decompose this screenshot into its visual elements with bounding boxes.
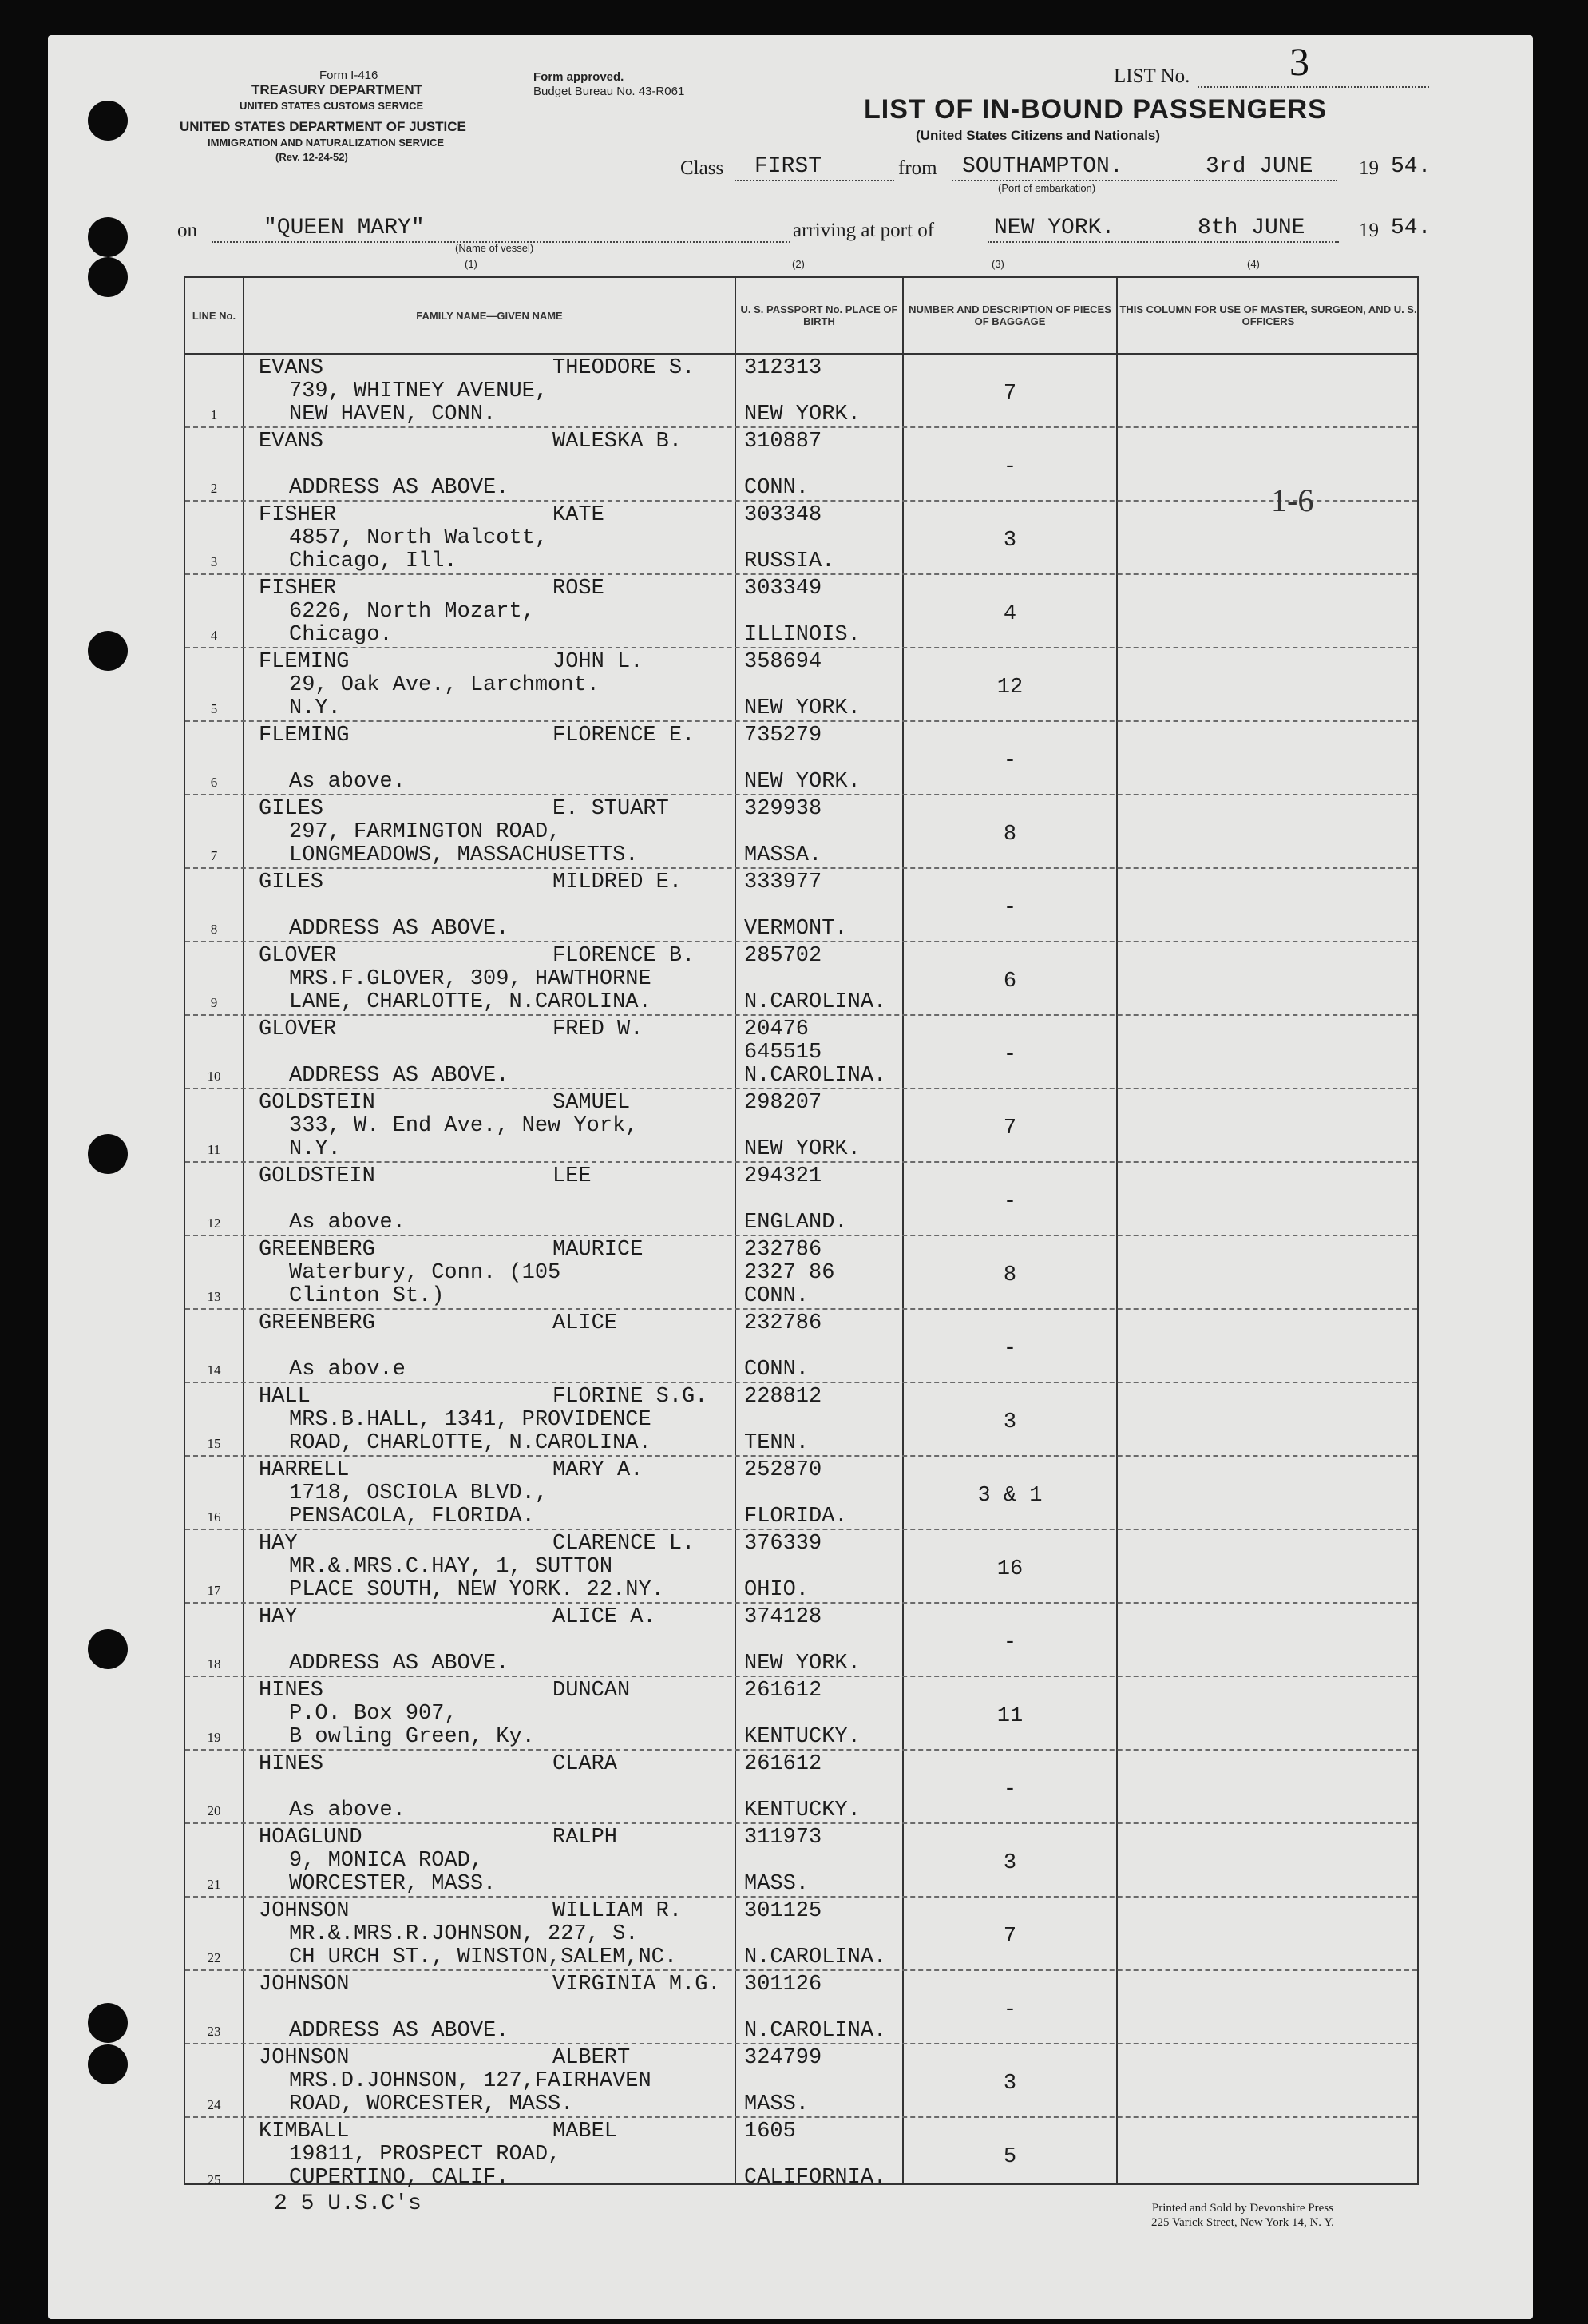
arrival-year-prefix: 19 <box>1359 220 1379 241</box>
port-of-embarkation: SOUTHAMPTON. <box>962 154 1123 179</box>
line-number: 5 <box>210 701 218 716</box>
line-number: 15 <box>207 1436 221 1451</box>
place-of-birth: NEW YORK. <box>744 403 861 426</box>
passport-number: 303349 <box>744 577 822 601</box>
given-name: VIRGINIA M.G. <box>552 1973 721 1997</box>
line-number: 4 <box>210 628 218 643</box>
address-line-2: N.Y. <box>289 696 341 720</box>
col-num-3: (3) <box>992 258 1004 270</box>
line-number: 21 <box>207 1877 221 1892</box>
passenger-count: 2 5 U.S.C's <box>274 2191 422 2216</box>
address-line-1: MRS.F.GLOVER, 309, HAWTHORNE <box>289 967 651 991</box>
given-name: MARY A. <box>552 1458 644 1482</box>
line-number: 10 <box>207 1069 221 1084</box>
address-line-1: MRS.B.HALL, 1341, PROVIDENCE <box>289 1408 651 1432</box>
address-line-2: NEW HAVEN, CONN. <box>289 403 497 426</box>
arrival-date: 8th JUNE <box>1198 216 1305 240</box>
embark-caption: (Port of embarkation) <box>998 182 1096 194</box>
given-name: CLARA <box>552 1752 618 1776</box>
baggage-count: 7 <box>1003 382 1017 406</box>
passport-number: 312313 <box>744 356 822 380</box>
table-row <box>185 1236 1417 1310</box>
passport-number: 20476 <box>744 1017 810 1041</box>
given-name: FRED W. <box>552 1017 644 1041</box>
baggage-count: 7 <box>1003 1116 1017 1140</box>
place-of-birth: RUSSIA. <box>744 549 835 573</box>
baggage-count: 4 <box>1003 602 1017 626</box>
given-name: JOHN L. <box>552 650 644 674</box>
address-line-2: Clinton St.) <box>289 1284 445 1308</box>
passport-number: 261612 <box>744 1752 822 1776</box>
binder-hole <box>88 631 128 671</box>
baggage-count: - <box>1003 1190 1017 1214</box>
family-name: HOAGLUND <box>259 1826 362 1850</box>
line-number: 13 <box>207 1289 221 1304</box>
baggage-count: 3 <box>1003 1851 1017 1875</box>
place-of-birth: CONN. <box>744 1284 810 1308</box>
arrival-port: NEW YORK. <box>994 216 1115 240</box>
table-row <box>185 2118 1417 2191</box>
given-name: E. STUART <box>552 797 669 821</box>
table-row <box>185 502 1417 575</box>
passport-number: 252870 <box>744 1458 822 1482</box>
header-name: FAMILY NAME—GIVEN NAME <box>244 278 735 355</box>
table-row <box>185 1824 1417 1898</box>
line-number: 17 <box>207 1583 221 1598</box>
table-row <box>185 795 1417 869</box>
address-line-2: As above. <box>289 770 406 794</box>
binder-hole <box>88 2044 128 2084</box>
form-number: Form I-416 <box>319 69 378 82</box>
given-name: ROSE <box>552 577 604 601</box>
place-of-birth: OHIO. <box>744 1578 810 1602</box>
line-number: 22 <box>207 1950 221 1965</box>
class-value: FIRST <box>754 154 822 179</box>
table-row <box>185 648 1417 722</box>
address-line-1: Waterbury, Conn. (105 <box>289 1261 561 1285</box>
address-line-2: CUPERTINO, CALIF. <box>289 2166 509 2190</box>
address-line-2: As above. <box>289 1211 406 1235</box>
address-line-2: Chicago, Ill. <box>289 549 457 573</box>
depart-date-line <box>1194 180 1337 181</box>
list-number-label: LIST No. <box>1114 65 1190 87</box>
header-line-no: LINE No. <box>185 278 243 355</box>
table-row <box>185 722 1417 795</box>
address-line-2: ADDRESS AS ABOVE. <box>289 917 509 941</box>
line-number: 3 <box>210 554 218 569</box>
line-number: 9 <box>210 995 218 1010</box>
table-row <box>185 1971 1417 2044</box>
family-name: FISHER <box>259 503 337 527</box>
place-of-birth: NEW YORK. <box>744 1652 861 1676</box>
passport-number: 303348 <box>744 503 822 527</box>
given-name: FLORINE S.G. <box>552 1385 708 1409</box>
passport-number: 376339 <box>744 1532 822 1556</box>
col-num-1: (1) <box>465 258 477 270</box>
given-name: MILDRED E. <box>552 871 683 894</box>
address-line-2: ROAD, CHARLOTTE, N.CAROLINA. <box>289 1431 651 1455</box>
family-name: FLEMING <box>259 650 350 674</box>
header-passport: U. S. PASSPORT No. PLACE OF BIRTH <box>736 278 902 355</box>
list-number-line <box>1198 86 1429 88</box>
baggage-count: - <box>1003 1337 1017 1361</box>
family-name: GLOVER <box>259 944 337 968</box>
address-line-1: 739, WHITNEY AVENUE, <box>289 379 548 403</box>
address-line-1: MRS.D.JOHNSON, 127,FAIRHAVEN <box>289 2069 651 2093</box>
address-line-2: CH URCH ST., WINSTON,SALEM,NC. <box>289 1945 678 1969</box>
address-line-2: LANE, CHARLOTTE, N.CAROLINA. <box>289 990 651 1014</box>
address-line-2: As abov.e <box>289 1358 406 1382</box>
table-row <box>185 1604 1417 1677</box>
binder-hole <box>88 217 128 257</box>
table-row <box>185 1016 1417 1089</box>
justice-dept: UNITED STATES DEPARTMENT OF JUSTICE <box>180 119 466 134</box>
binder-hole <box>88 1629 128 1669</box>
page-title: LIST OF IN-BOUND PASSENGERS <box>864 94 1327 125</box>
baggage-count: - <box>1003 1631 1017 1655</box>
family-name: JOHNSON <box>259 1973 350 1997</box>
binder-hole <box>88 1134 128 1174</box>
departure-year-prefix: 19 <box>1359 157 1379 179</box>
address-line-1: 29, Oak Ave., Larchmont. <box>289 673 600 697</box>
place-of-birth: CONN. <box>744 476 810 500</box>
address-line-1: 1718, OSCIOLA BLVD., <box>289 1481 548 1505</box>
class-line <box>735 180 894 181</box>
line-number: 8 <box>210 922 218 937</box>
given-name: CLARENCE L. <box>552 1532 695 1556</box>
place-of-birth: CALIFORNIA. <box>744 2166 887 2190</box>
family-name: HINES <box>259 1679 324 1703</box>
family-name: FLEMING <box>259 724 350 748</box>
place-of-birth: ILLINOIS. <box>744 623 861 647</box>
place-of-birth: NEW YORK. <box>744 696 861 720</box>
table-row <box>185 1751 1417 1824</box>
col-num-4: (4) <box>1247 258 1260 270</box>
passport-number: 301126 <box>744 1973 822 1997</box>
place-of-birth: N.CAROLINA. <box>744 1945 887 1969</box>
address-line-1: MR.&.MRS.R.JOHNSON, 227, S. <box>289 1922 639 1946</box>
address-line-2: LONGMEADOWS, MASSACHUSETTS. <box>289 843 639 867</box>
family-name: GREENBERG <box>259 1311 375 1335</box>
place-of-birth: KENTUCKY. <box>744 1725 861 1749</box>
on-label: on <box>177 220 197 241</box>
table-row <box>185 869 1417 942</box>
table-row <box>185 942 1417 1016</box>
line-number: 25 <box>207 2172 221 2187</box>
family-name: GREENBERG <box>259 1238 375 1262</box>
place-of-birth: CONN. <box>744 1358 810 1382</box>
printer-line-2: 225 Varick Street, New York 14, N. Y. <box>1151 2216 1334 2229</box>
immigration-service: IMMIGRATION AND NATURALIZATION SERVICE <box>208 137 445 149</box>
family-name: GLOVER <box>259 1017 337 1041</box>
address-line-2: ADDRESS AS ABOVE. <box>289 2019 509 2043</box>
family-name: HALL <box>259 1385 311 1409</box>
place-of-birth: VERMONT. <box>744 917 848 941</box>
passport-number: 1605 <box>744 2120 796 2144</box>
line-number: 11 <box>207 1142 221 1157</box>
line-number: 18 <box>207 1656 221 1672</box>
line-number: 19 <box>207 1730 221 1745</box>
family-name: GILES <box>259 871 324 894</box>
address-line-2: B owling Green, Ky. <box>289 1725 535 1749</box>
place-of-birth: MASS. <box>744 1872 810 1896</box>
family-name: HARRELL <box>259 1458 350 1482</box>
line-number: 16 <box>207 1509 221 1525</box>
place-of-birth: N.CAROLINA. <box>744 2019 887 2043</box>
baggage-count: 12 <box>996 676 1024 700</box>
arrival-year: 54. <box>1391 216 1432 240</box>
treasury-dept: TREASURY DEPARTMENT <box>251 82 423 97</box>
family-name: HAY <box>259 1605 298 1629</box>
table-row <box>185 1163 1417 1236</box>
place-of-birth: KENTUCKY. <box>744 1799 861 1822</box>
table-row <box>185 1310 1417 1383</box>
given-name: WALESKA B. <box>552 430 683 454</box>
baggage-count: - <box>1003 749 1017 773</box>
address-line-2: WORCESTER, MASS. <box>289 1872 497 1896</box>
given-name: RALPH <box>552 1826 618 1850</box>
line-number: 14 <box>207 1362 221 1378</box>
line-number: 24 <box>207 2097 221 2112</box>
baggage-count: 16 <box>996 1557 1024 1581</box>
address-line-1: 297, FARMINGTON ROAD, <box>289 820 561 844</box>
passport-number: 735279 <box>744 724 822 748</box>
passport-number: 294321 <box>744 1164 822 1188</box>
family-name: EVANS <box>259 356 324 380</box>
form-approved: Form approved. <box>533 70 624 84</box>
place-of-birth: N.CAROLINA. <box>744 1064 887 1088</box>
passport-number: 232786 <box>744 1311 822 1335</box>
passport-number: 301125 <box>744 1899 822 1923</box>
place-of-birth: MASSA. <box>744 843 822 867</box>
family-name: EVANS <box>259 430 324 454</box>
passport-number: 374128 <box>744 1605 822 1629</box>
given-name: ALICE <box>552 1311 618 1335</box>
table-row <box>185 1383 1417 1457</box>
address-line-2: ADDRESS AS ABOVE. <box>289 1652 509 1676</box>
family-name: FISHER <box>259 577 337 601</box>
passport-number: 329938 <box>744 797 822 821</box>
customs-service: UNITED STATES CUSTOMS SERVICE <box>240 100 424 112</box>
address-line-1: 19811, PROSPECT ROAD, <box>289 2143 561 2167</box>
place-of-birth: NEW YORK. <box>744 770 861 794</box>
given-name: FLORENCE B. <box>552 944 695 968</box>
place-of-birth: MASS. <box>744 2092 810 2116</box>
baggage-count: 8 <box>1003 1263 1017 1287</box>
place-of-birth: NEW YORK. <box>744 1137 861 1161</box>
baggage-count: 7 <box>1003 1925 1017 1949</box>
given-name: DUNCAN <box>552 1679 631 1703</box>
header-baggage: NUMBER AND DESCRIPTION OF PIECES OF BAGGAGE <box>904 278 1116 355</box>
passport-number-alt: 645515 <box>744 1041 822 1065</box>
family-name: JOHNSON <box>259 2046 350 2070</box>
baggage-count: - <box>1003 896 1017 920</box>
given-name: THEODORE S. <box>552 356 695 380</box>
table-row <box>185 1898 1417 1971</box>
place-of-birth: N.CAROLINA. <box>744 990 887 1014</box>
passport-number: 285702 <box>744 944 822 968</box>
family-name: HINES <box>259 1752 324 1776</box>
table-row <box>185 575 1417 648</box>
family-name: GOLDSTEIN <box>259 1164 375 1188</box>
given-name: FLORENCE E. <box>552 724 695 748</box>
vessel-name: "QUEEN MARY" <box>263 216 425 240</box>
printer-line-1: Printed and Sold by Devonshire Press <box>1151 2202 1333 2215</box>
address-line-2: As above. <box>289 1799 406 1822</box>
place-of-birth: ENGLAND. <box>744 1211 848 1235</box>
table-row <box>185 1457 1417 1530</box>
baggage-count: - <box>1003 1043 1017 1067</box>
table-row <box>185 1530 1417 1604</box>
passport-number-alt: 2327 86 <box>744 1261 835 1285</box>
line-number: 20 <box>207 1803 221 1818</box>
address-line-1: 4857, North Walcott, <box>289 526 548 550</box>
departure-date: 3rd JUNE <box>1206 154 1313 179</box>
line-number: 12 <box>207 1216 221 1231</box>
given-name: ALICE A. <box>552 1605 656 1629</box>
vessel-caption: (Name of vessel) <box>455 242 534 254</box>
class-label: Class <box>680 157 724 179</box>
table-row <box>185 1089 1417 1163</box>
binder-hole <box>88 257 128 297</box>
passport-number: 358694 <box>744 650 822 674</box>
line-number: 1 <box>210 407 218 422</box>
family-name: HAY <box>259 1532 298 1556</box>
passport-number: 310887 <box>744 430 822 454</box>
line-number: 2 <box>210 481 218 496</box>
address-line-2: N.Y. <box>289 1137 341 1161</box>
place-of-birth: TENN. <box>744 1431 810 1455</box>
form-revision: (Rev. 12-24-52) <box>275 151 348 163</box>
family-name: JOHNSON <box>259 1899 350 1923</box>
given-name: SAMUEL <box>552 1091 631 1115</box>
passport-number: 333977 <box>744 871 822 894</box>
baggage-count: 3 & 1 <box>977 1484 1043 1508</box>
given-name: ALBERT <box>552 2046 631 2070</box>
address-line-1: P.O. Box 907, <box>289 1702 457 1726</box>
binder-hole <box>88 2003 128 2043</box>
table-row <box>185 2044 1417 2118</box>
line-number: 7 <box>210 848 218 863</box>
passport-number: 232786 <box>744 1238 822 1262</box>
baggage-count: - <box>1003 1778 1017 1802</box>
address-line-2: ADDRESS AS ABOVE. <box>289 1064 509 1088</box>
address-line-2: Chicago. <box>289 623 393 647</box>
passenger-table <box>184 276 1419 2190</box>
from-label: from <box>898 157 937 179</box>
header-officers: THIS COLUMN FOR USE OF MASTER, SURGEON, AND U. S. OFFICERS <box>1118 278 1419 355</box>
baggage-count: 11 <box>996 1704 1024 1728</box>
baggage-count: 6 <box>1003 970 1017 993</box>
passport-number: 261612 <box>744 1679 822 1703</box>
passport-number: 311973 <box>744 1826 822 1850</box>
address-line-1: 9, MONICA ROAD, <box>289 1849 484 1873</box>
table-row <box>185 428 1417 502</box>
address-line-2: PLACE SOUTH, NEW YORK. 22.NY. <box>289 1578 664 1602</box>
officer-note: 1-6 <box>1271 482 1314 518</box>
family-name: GILES <box>259 797 324 821</box>
binder-hole <box>88 101 128 141</box>
place-of-birth: FLORIDA. <box>744 1505 848 1529</box>
departure-year: 54. <box>1391 154 1432 179</box>
address-line-1: 333, W. End Ave., New York, <box>289 1114 639 1138</box>
baggage-count: 8 <box>1003 823 1017 847</box>
printer-imprint <box>1151 2201 1334 2230</box>
col-num-2: (2) <box>792 258 805 270</box>
address-line-2: ADDRESS AS ABOVE. <box>289 476 509 500</box>
given-name: LEE <box>552 1164 592 1188</box>
line-number: 23 <box>207 2024 221 2039</box>
baggage-count: 3 <box>1003 529 1017 553</box>
budget-bureau: Budget Bureau No. 43-R061 <box>533 85 685 98</box>
line-number: 6 <box>210 775 218 790</box>
baggage-count: 5 <box>1003 2145 1017 2169</box>
passport-number: 298207 <box>744 1091 822 1115</box>
address-line-1: 6226, North Mozart, <box>289 600 535 624</box>
family-name: GOLDSTEIN <box>259 1091 375 1115</box>
table-body <box>185 355 1417 2190</box>
passport-number: 228812 <box>744 1385 822 1409</box>
given-name: WILLIAM R. <box>552 1899 683 1923</box>
address-line-2: PENSACOLA, FLORIDA. <box>289 1505 535 1529</box>
list-number: 3 <box>1289 39 1309 84</box>
address-line-2: ROAD, WORCESTER, MASS. <box>289 2092 574 2116</box>
address-line-1: MR.&.MRS.C.HAY, 1, SUTTON <box>289 1555 613 1579</box>
passport-number: 324799 <box>744 2046 822 2070</box>
baggage-count: 3 <box>1003 1410 1017 1434</box>
arriving-label: arriving at port of <box>793 220 935 241</box>
table-row <box>185 1677 1417 1751</box>
family-name: KIMBALL <box>259 2120 350 2144</box>
page-subtitle: (United States Citizens and Nationals) <box>916 128 1161 143</box>
given-name: KATE <box>552 503 604 527</box>
baggage-count: - <box>1003 455 1017 479</box>
given-name: MAURICE <box>552 1238 644 1262</box>
baggage-count: - <box>1003 1998 1017 2022</box>
arrival-line <box>988 241 1339 243</box>
baggage-count: 3 <box>1003 2072 1017 2096</box>
table-row <box>185 355 1417 428</box>
given-name: MABEL <box>552 2120 618 2144</box>
